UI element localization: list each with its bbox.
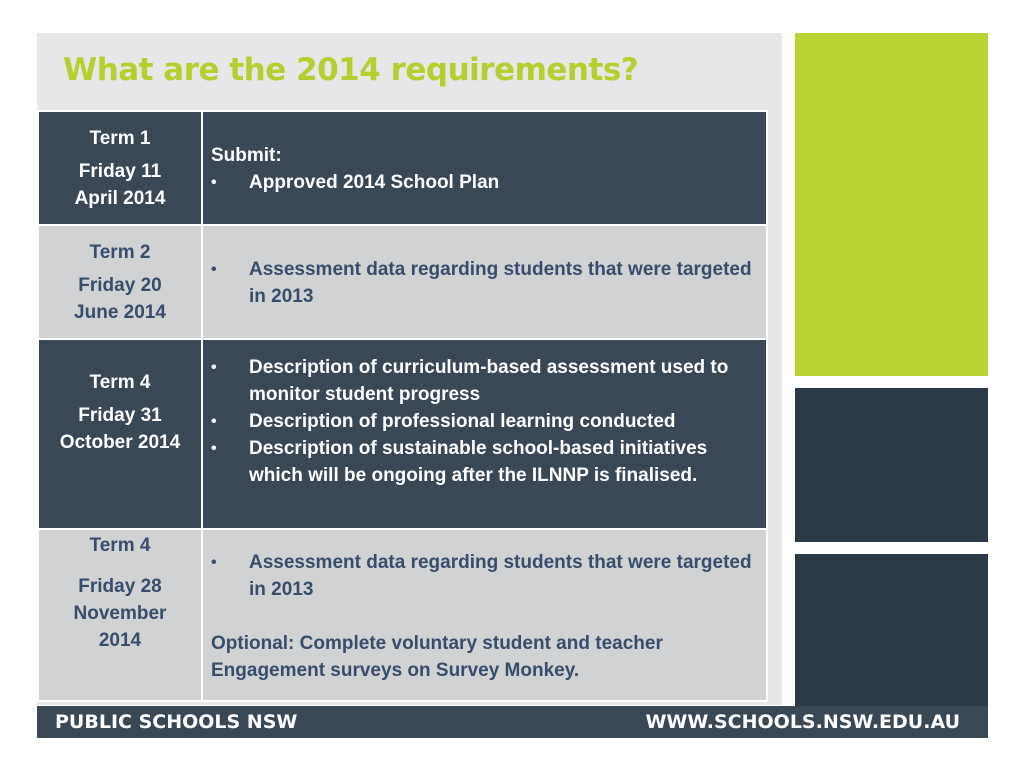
list-item: • Description of sustainable school-based initiatives which will be ongoing after the ILNNP is finalised. — [211, 435, 760, 489]
requirement-list — [211, 354, 760, 489]
list-item: • Approved 2014 School Plan — [211, 169, 760, 196]
list-item: • Description of professional learning conducted — [211, 408, 760, 435]
term-date: Friday 28 November 2014 — [73, 576, 167, 651]
term-cell — [38, 529, 202, 701]
requirement-cell — [202, 111, 767, 225]
table-row — [38, 339, 767, 529]
term-label: Term 1 — [89, 128, 151, 149]
slide-title: What are the 2014 requirements? — [63, 52, 639, 88]
optional-note: Optional: Complete voluntary student and teacher Engagement surveys on Survey Monkey. — [211, 633, 663, 681]
requirements-table — [37, 110, 768, 702]
list-item: • Assessment data regarding students that were targeted in 2013 — [211, 549, 760, 603]
footer-organisation: PUBLIC SCHOOLS NSW — [55, 711, 298, 733]
term-cell — [38, 339, 202, 529]
term-cell — [38, 111, 202, 225]
term-date: Friday 31 October 2014 — [59, 405, 181, 453]
term-label: Term 4 — [89, 535, 151, 556]
requirement-list — [211, 549, 760, 603]
requirement-heading: Submit: — [211, 145, 282, 166]
term-cell — [38, 225, 202, 339]
requirement-list — [211, 169, 760, 196]
list-item: • Assessment data regarding students that were targeted in 2013 — [211, 256, 760, 310]
requirement-cell — [202, 339, 767, 529]
table-row — [38, 111, 767, 225]
requirement-cell — [202, 225, 767, 339]
requirement-cell — [202, 529, 767, 701]
list-item: • Description of curriculum-based assessment used to monitor student progress — [211, 354, 760, 408]
dark-accent-block-lower — [795, 554, 988, 706]
term-label: Term 2 — [89, 242, 151, 263]
requirement-list — [211, 256, 760, 310]
footer-bar — [37, 706, 988, 738]
table-row — [38, 529, 767, 701]
dark-accent-block-upper — [795, 388, 988, 542]
footer-website-link[interactable]: WWW.SCHOOLS.NSW.EDU.AU — [645, 711, 960, 733]
table-row — [38, 225, 767, 339]
green-accent-block — [795, 33, 988, 376]
term-date: Friday 20 June 2014 — [74, 275, 166, 323]
term-date: Friday 11 April 2014 — [74, 161, 166, 209]
term-label: Term 4 — [89, 372, 151, 393]
